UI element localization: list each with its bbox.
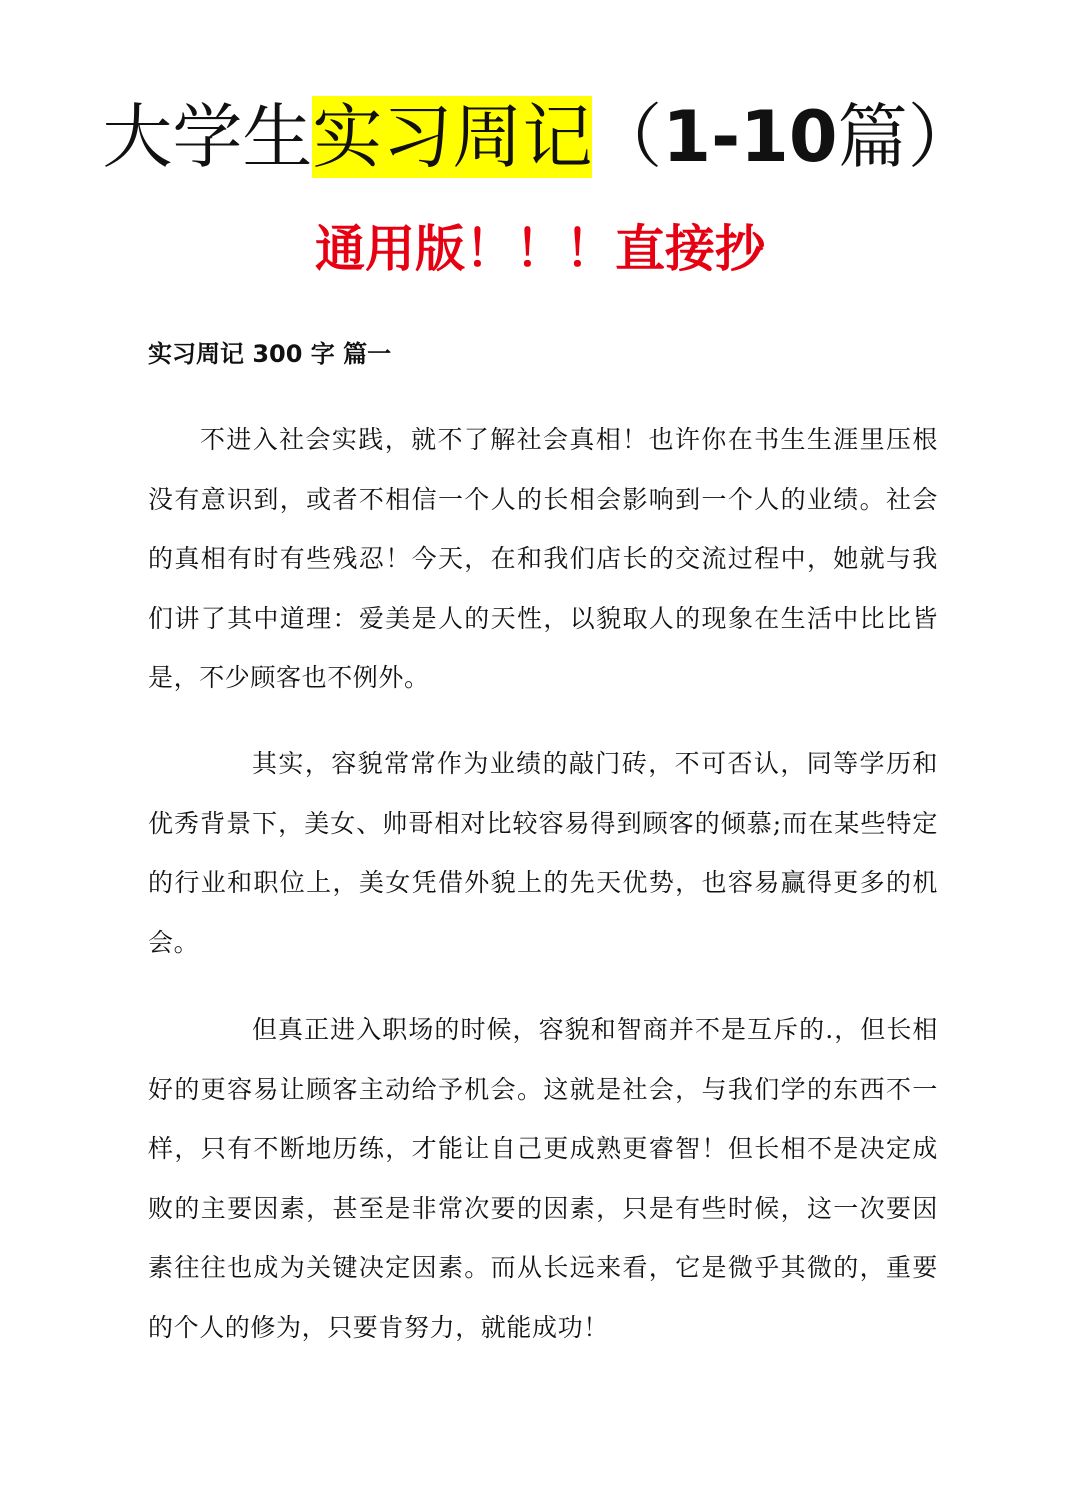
title-part-1: 大学生: [102, 96, 313, 178]
paragraph-3: 但真正进入职场的时候，容貌和智商并不是互斥的.，但长相好的更容易让顾客主动给予机会。这就是社会，与我们学的东西不一样，只有不断地历练，才能让自己更成熟更睿智！但长相不是决定成败的主要因素，甚至是非常次要的因素，只是有些时候，这一次要因素往往也成为关键决定因素。而从长远来看，它是微乎其微的，重要的个人的修为，只要肯努力，就能成功！: [148, 1015, 938, 1342]
title-range: 1-10: [662, 96, 838, 178]
paragraph-2: 其实，容貌常常作为业绩的敲门砖，不可否认，同等学历和优秀背景下，美女、帅哥相对比较容易得到顾客的倾慕;而在某些特定的行业和职位上，美女凭借外貌上的先天优势，也容易赢得更多的机会。: [148, 749, 938, 957]
section-heading: 实习周记 300 字 篇一: [148, 340, 392, 368]
paragraph-1: 不进入社会实践，就不了解社会真相！也许你在书生生涯里压根没有意识到，或者不相信一个人的长相会影响到一个人的业绩。社会的真相有时有些残忍！今天，在和我们店长的交流过程中，她就与我们讲了其中道理：爱美是人的天性，以貌取人的现象在生活中比比皆是，不少顾客也不例外。: [148, 425, 938, 692]
document-title: [0, 92, 1080, 182]
title-open-paren: （: [592, 96, 663, 178]
title-part-2: 篇）: [837, 96, 978, 178]
title-highlight: 实习周记: [312, 96, 593, 178]
document-subtitle: 通用版！！！直接抄: [315, 220, 765, 278]
